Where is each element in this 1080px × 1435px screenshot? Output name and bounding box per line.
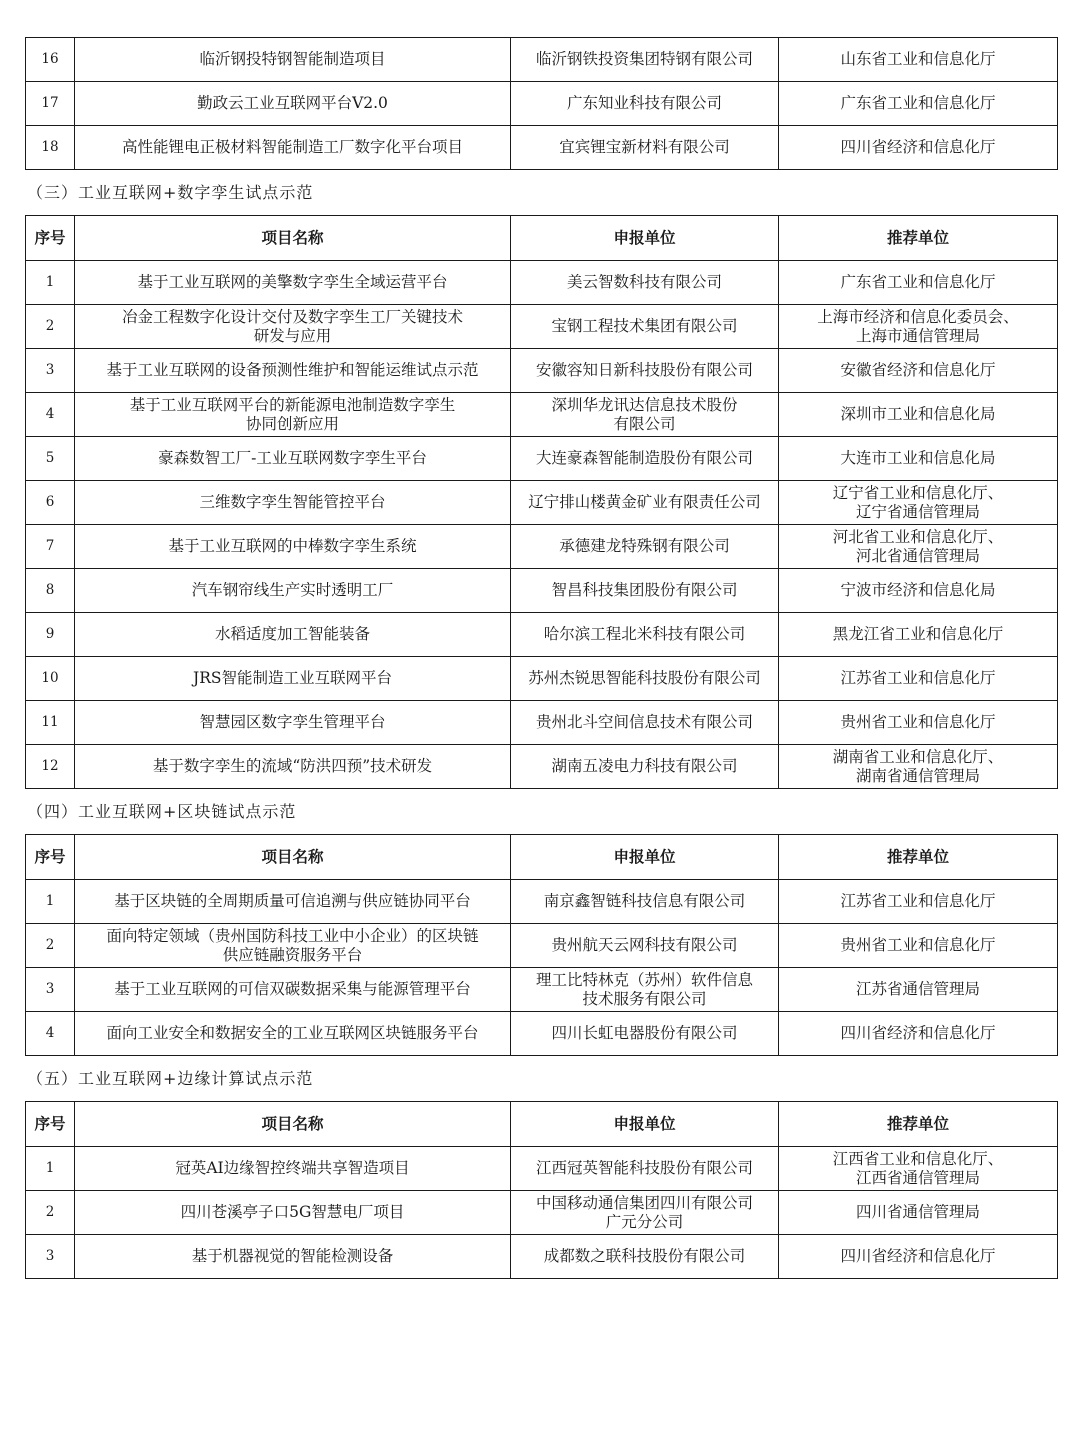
- applicant-unit-cell: 美云智数科技有限公司: [511, 261, 779, 305]
- recommending-unit-cell: 河北省工业和信息化厅、 河北省通信管理局: [779, 525, 1058, 569]
- applicant-unit-cell: 宜宾锂宝新材料有限公司: [511, 126, 779, 170]
- row-number: 3: [26, 968, 75, 1012]
- applicant-unit-cell: 理工比特林克（苏州）软件信息 技术服务有限公司: [511, 968, 779, 1012]
- header-recommending-unit: 推荐单位: [779, 835, 1058, 880]
- header-recommending-unit: 推荐单位: [779, 216, 1058, 261]
- section-title: （五）工业互联网+边缘计算试点示范: [27, 1069, 314, 1088]
- applicant-unit-cell: 广东知业科技有限公司: [511, 82, 779, 126]
- projects-table: [25, 215, 1058, 789]
- applicant-unit-cell: 大连豪森智能制造股份有限公司: [511, 437, 779, 481]
- applicant-unit-cell: 四川长虹电器股份有限公司: [511, 1012, 779, 1056]
- table-header-row: [26, 1102, 1058, 1147]
- row-number: 18: [26, 126, 75, 170]
- table-row: [26, 569, 1058, 613]
- applicant-unit-cell: 江西冠英智能科技股份有限公司: [511, 1147, 779, 1191]
- section-title: （三）工业互联网+数字孪生试点示范: [27, 183, 314, 202]
- projects-table-continued: [25, 37, 1058, 170]
- table-row: [26, 126, 1058, 170]
- project-name-cell: 高性能锂电正极材料智能制造工厂数字化平台项目: [75, 126, 511, 170]
- applicant-unit-cell: 宝钢工程技术集团有限公司: [511, 305, 779, 349]
- table-row: [26, 1147, 1058, 1191]
- recommending-unit-cell: 四川省通信管理局: [779, 1191, 1058, 1235]
- project-name-cell: JRS智能制造工业互联网平台: [75, 657, 511, 701]
- table-header-row: [26, 835, 1058, 880]
- project-name-cell: 冠英AI边缘智控终端共享智造项目: [75, 1147, 511, 1191]
- header-applicant-unit: 申报单位: [511, 216, 779, 261]
- recommending-unit-cell: 山东省工业和信息化厅: [779, 38, 1058, 82]
- recommending-unit-cell: 宁波市经济和信息化局: [779, 569, 1058, 613]
- project-name-cell: 三维数字孪生智能管控平台: [75, 481, 511, 525]
- project-name-cell: 基于工业互联网的美擎数字孪生全域运营平台: [75, 261, 511, 305]
- project-name-cell: 豪森数智工厂-工业互联网数字孪生平台: [75, 437, 511, 481]
- row-number: 10: [26, 657, 75, 701]
- header-recommending-unit: 推荐单位: [779, 1102, 1058, 1147]
- row-number: 7: [26, 525, 75, 569]
- header-project-name: 项目名称: [75, 835, 511, 880]
- row-number: 3: [26, 1235, 75, 1279]
- table-row: [26, 1235, 1058, 1279]
- project-name-cell: 基于机器视觉的智能检测设备: [75, 1235, 511, 1279]
- table-row: [26, 261, 1058, 305]
- project-name-cell: 冶金工程数字化设计交付及数字孪生工厂关键技术 研发与应用: [75, 305, 511, 349]
- project-name-cell: 面向特定领域（贵州国防科技工业中小企业）的区块链 供应链融资服务平台: [75, 924, 511, 968]
- applicant-unit-cell: 南京鑫智链科技信息有限公司: [511, 880, 779, 924]
- recommending-unit-cell: 江西省工业和信息化厅、 江西省通信管理局: [779, 1147, 1058, 1191]
- applicant-unit-cell: 贵州北斗空间信息技术有限公司: [511, 701, 779, 745]
- table-row: [26, 880, 1058, 924]
- project-name-cell: 基于区块链的全周期质量可信追溯与供应链协同平台: [75, 880, 511, 924]
- project-name-cell: 智慧园区数字孪生管理平台: [75, 701, 511, 745]
- document-page: [25, 37, 1057, 1279]
- recommending-unit-cell: 安徽省经济和信息化厅: [779, 349, 1058, 393]
- row-number: 4: [26, 393, 75, 437]
- header-applicant-unit: 申报单位: [511, 1102, 779, 1147]
- row-number: 2: [26, 305, 75, 349]
- project-name-cell: 基于工业互联网的设备预测性维护和智能运维试点示范: [75, 349, 511, 393]
- applicant-unit-cell: 深圳华龙讯达信息技术股份 有限公司: [511, 393, 779, 437]
- table-row: [26, 38, 1058, 82]
- applicant-unit-cell: 成都数之联科技股份有限公司: [511, 1235, 779, 1279]
- project-name-cell: 四川苍溪亭子口5G智慧电厂项目: [75, 1191, 511, 1235]
- recommending-unit-cell: 江苏省工业和信息化厅: [779, 657, 1058, 701]
- row-number: 11: [26, 701, 75, 745]
- recommending-unit-cell: 上海市经济和信息化委员会、 上海市通信管理局: [779, 305, 1058, 349]
- row-number: 2: [26, 924, 75, 968]
- applicant-unit-cell: 辽宁排山楼黄金矿业有限责任公司: [511, 481, 779, 525]
- row-number: 2: [26, 1191, 75, 1235]
- row-number: 9: [26, 613, 75, 657]
- row-number: 17: [26, 82, 75, 126]
- project-name-cell: 基于工业互联网平台的新能源电池制造数字孪生 协同创新应用: [75, 393, 511, 437]
- header-serial-number: 序号: [26, 835, 75, 880]
- project-name-cell: 水稻适度加工智能装备: [75, 613, 511, 657]
- recommending-unit-cell: 湖南省工业和信息化厅、 湖南省通信管理局: [779, 745, 1058, 789]
- table-header-row: [26, 216, 1058, 261]
- header-applicant-unit: 申报单位: [511, 835, 779, 880]
- recommending-unit-cell: 四川省经济和信息化厅: [779, 1235, 1058, 1279]
- row-number: 8: [26, 569, 75, 613]
- project-name-cell: 基于数字孪生的流域“防洪四预”技术研发: [75, 745, 511, 789]
- project-name-cell: 基于工业互联网的中棒数字孪生系统: [75, 525, 511, 569]
- row-number: 1: [26, 261, 75, 305]
- table-row: [26, 1012, 1058, 1056]
- project-name-cell: 面向工业安全和数据安全的工业互联网区块链服务平台: [75, 1012, 511, 1056]
- row-number: 6: [26, 481, 75, 525]
- table-row: [26, 82, 1058, 126]
- header-serial-number: 序号: [26, 1102, 75, 1147]
- row-number: 4: [26, 1012, 75, 1056]
- recommending-unit-cell: 江苏省通信管理局: [779, 968, 1058, 1012]
- recommending-unit-cell: 大连市工业和信息化局: [779, 437, 1058, 481]
- table-row: [26, 437, 1058, 481]
- row-number: 12: [26, 745, 75, 789]
- table-row: [26, 305, 1058, 349]
- recommending-unit-cell: 四川省经济和信息化厅: [779, 1012, 1058, 1056]
- recommending-unit-cell: 江苏省工业和信息化厅: [779, 880, 1058, 924]
- row-number: 16: [26, 38, 75, 82]
- project-name-cell: 临沂钢投特钢智能制造项目: [75, 38, 511, 82]
- table-row: [26, 968, 1058, 1012]
- table-row: [26, 745, 1058, 789]
- recommending-unit-cell: 黑龙江省工业和信息化厅: [779, 613, 1058, 657]
- table-row: [26, 613, 1058, 657]
- table-row: [26, 481, 1058, 525]
- row-number: 1: [26, 880, 75, 924]
- recommending-unit-cell: 贵州省工业和信息化厅: [779, 924, 1058, 968]
- table-row: [26, 525, 1058, 569]
- projects-table: [25, 1101, 1058, 1279]
- applicant-unit-cell: 苏州杰锐思智能科技股份有限公司: [511, 657, 779, 701]
- header-serial-number: 序号: [26, 216, 75, 261]
- projects-table: [25, 834, 1058, 1056]
- project-name-cell: 基于工业互联网的可信双碳数据采集与能源管理平台: [75, 968, 511, 1012]
- row-number: 1: [26, 1147, 75, 1191]
- header-project-name: 项目名称: [75, 1102, 511, 1147]
- recommending-unit-cell: 广东省工业和信息化厅: [779, 261, 1058, 305]
- project-name-cell: 勤政云工业互联网平台V2.0: [75, 82, 511, 126]
- table-row: [26, 349, 1058, 393]
- applicant-unit-cell: 安徽容知日新科技股份有限公司: [511, 349, 779, 393]
- table-row: [26, 657, 1058, 701]
- header-project-name: 项目名称: [75, 216, 511, 261]
- applicant-unit-cell: 承德建龙特殊钢有限公司: [511, 525, 779, 569]
- applicant-unit-cell: 哈尔滨工程北米科技有限公司: [511, 613, 779, 657]
- table-row: [26, 1191, 1058, 1235]
- applicant-unit-cell: 智昌科技集团股份有限公司: [511, 569, 779, 613]
- section-title: （四）工业互联网+区块链试点示范: [27, 802, 297, 821]
- applicant-unit-cell: 中国移动通信集团四川有限公司 广元分公司: [511, 1191, 779, 1235]
- table-row: [26, 924, 1058, 968]
- row-number: 5: [26, 437, 75, 481]
- applicant-unit-cell: 临沂钢铁投资集团特钢有限公司: [511, 38, 779, 82]
- recommending-unit-cell: 四川省经济和信息化厅: [779, 126, 1058, 170]
- applicant-unit-cell: 湖南五凌电力科技有限公司: [511, 745, 779, 789]
- recommending-unit-cell: 辽宁省工业和信息化厅、 辽宁省通信管理局: [779, 481, 1058, 525]
- recommending-unit-cell: 贵州省工业和信息化厅: [779, 701, 1058, 745]
- project-name-cell: 汽车钢帘线生产实时透明工厂: [75, 569, 511, 613]
- recommending-unit-cell: 深圳市工业和信息化局: [779, 393, 1058, 437]
- applicant-unit-cell: 贵州航天云网科技有限公司: [511, 924, 779, 968]
- recommending-unit-cell: 广东省工业和信息化厅: [779, 82, 1058, 126]
- table-row: [26, 393, 1058, 437]
- table-row: [26, 701, 1058, 745]
- row-number: 3: [26, 349, 75, 393]
